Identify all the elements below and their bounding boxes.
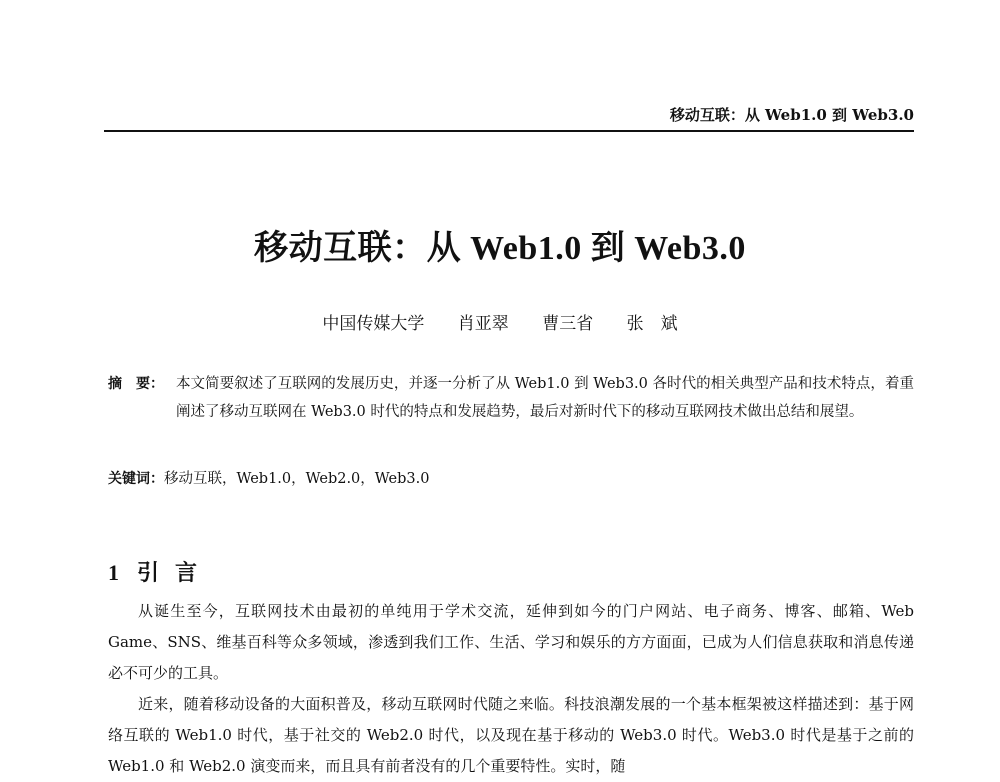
author-name: 张 斌 (626, 314, 678, 334)
paragraph: 从诞生至今，互联网技术由最初的单纯用于学术交流，延伸到如今的门户网站、电子商务、博客、邮箱、Web Game、SNS、维基百科等众多领域，渗透到我们工作、生活、学习和娱乐的方方面面，已成为人们信息获取和消息传递必不可少的工具。 (108, 602, 914, 682)
paper-title: 移动互联：从 Web1.0 到 Web3.0 (254, 230, 746, 267)
section-number: 1 (108, 560, 119, 585)
author-line (0, 309, 1000, 334)
section-heading (108, 556, 213, 587)
running-header: 移动互联：从 Web1.0 到 Web3.0 (104, 104, 914, 132)
section-title: 引言 (137, 561, 214, 586)
abstract-text: 本文简要叙述了互联网的发展历史，并逐一分析了从 Web1.0 到 Web3.0 各时代的相关典型产品和技术特点，着重阐述了移动互联网在 Web3.0 时代的特点和发展趋势，最后对新时代下的移动互联网技术做出总结和展望。 (176, 376, 914, 420)
abstract (108, 370, 914, 426)
author-name: 曹三省 (542, 314, 594, 334)
intro-body (108, 596, 914, 782)
keywords-text: 移动互联，Web1.0，Web2.0，Web3.0 (164, 471, 430, 487)
author-affiliation: 中国传媒大学 (322, 314, 425, 334)
paragraph: 近来，随着移动设备的大面积普及，移动互联网时代随之来临。科技浪潮发展的一个基本框架被这样描述到：基于网络互联的 Web1.0 时代，基于社交的 Web2.0 时代，以及现在基于移动的 Web3.0 时代。Web3.0 时代是基于之前的 Web1.0 和 Web2.0 演变而来，而且具有前者没有的几个重要特性。实时，随 (108, 695, 914, 775)
author-name: 肖亚翠 (457, 314, 509, 334)
keywords (108, 465, 914, 493)
abstract-label: 摘 要： (108, 376, 164, 392)
keywords-label: 关键词： (108, 471, 164, 487)
